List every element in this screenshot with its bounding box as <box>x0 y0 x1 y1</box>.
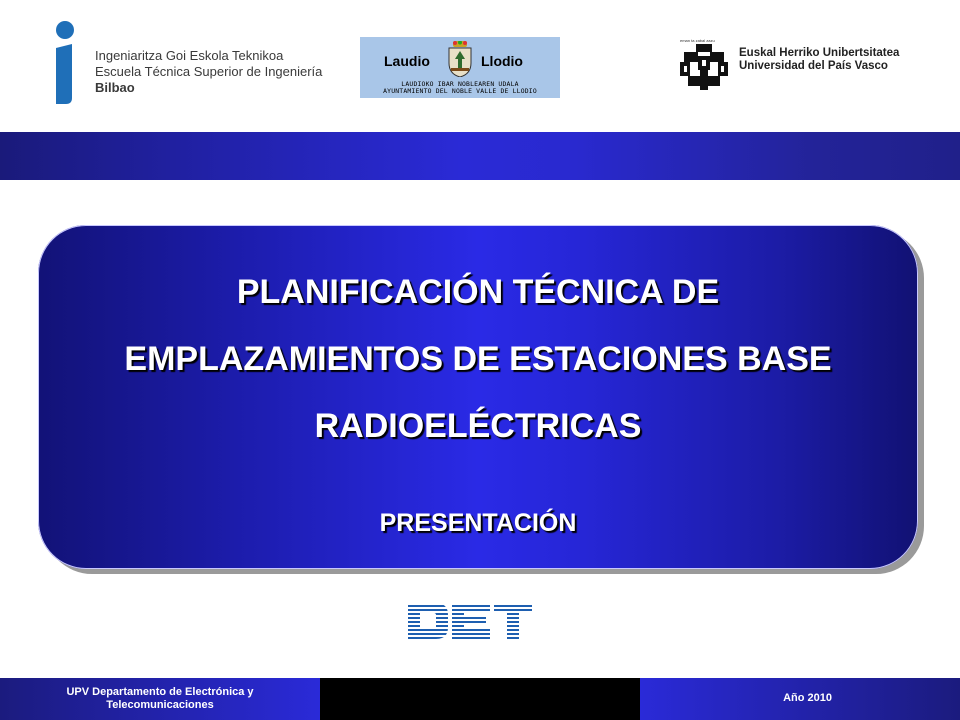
university-tree-icon <box>676 38 732 94</box>
footer-year-area <box>640 678 960 720</box>
university-name-basque: Euskal Herriko Unibertsitatea <box>739 47 900 59</box>
footer-department-line1: UPV Departamento de Electrónica y <box>66 686 254 698</box>
title-panel <box>38 225 918 569</box>
coat-of-arms-icon <box>446 41 474 77</box>
footer-year: Año 2010 <box>783 692 832 704</box>
university-name-spanish: Universidad del País Vasco <box>739 60 888 72</box>
slide-title-line1: PLANIFICACIÓN TÉCNICA DE <box>236 273 720 311</box>
footer-middle <box>320 678 640 720</box>
slide-title-line3: RADIOELÉCTRICAS <box>314 407 642 445</box>
school-i-icon <box>50 20 80 106</box>
school-name-spanish: Escuela Técnica Superior de Ingeniería <box>95 64 323 79</box>
footer-department-line2: Telecomunicaciones <box>106 699 214 711</box>
town-subtitle-basque: LAUDIOKO IBAR NOBLEAREN UDALA <box>401 80 519 88</box>
slide-subtitle: PRESENTACIÓN <box>379 509 577 537</box>
school-name-basque: Ingeniaritza Goi Eskola Teknikoa <box>95 48 284 63</box>
header-band <box>0 132 960 180</box>
slide-title <box>38 259 918 460</box>
university-logo <box>676 38 906 94</box>
town-name-right: Llodio <box>481 53 523 69</box>
footer-department <box>0 678 320 720</box>
school-logo <box>50 20 323 106</box>
university-motto: eman ta zabal zazu <box>680 38 715 43</box>
det-logo <box>406 601 534 641</box>
town-subtitle-spanish: AYUNTAMIENTO DEL NOBLE VALLE DE LLODIO <box>383 87 537 95</box>
school-city: Bilbao <box>95 80 135 95</box>
town-logo <box>360 37 560 98</box>
slide-title-line2: EMPLAZAMIENTOS DE ESTACIONES BASE <box>124 340 832 378</box>
town-name-left: Laudio <box>384 53 430 69</box>
